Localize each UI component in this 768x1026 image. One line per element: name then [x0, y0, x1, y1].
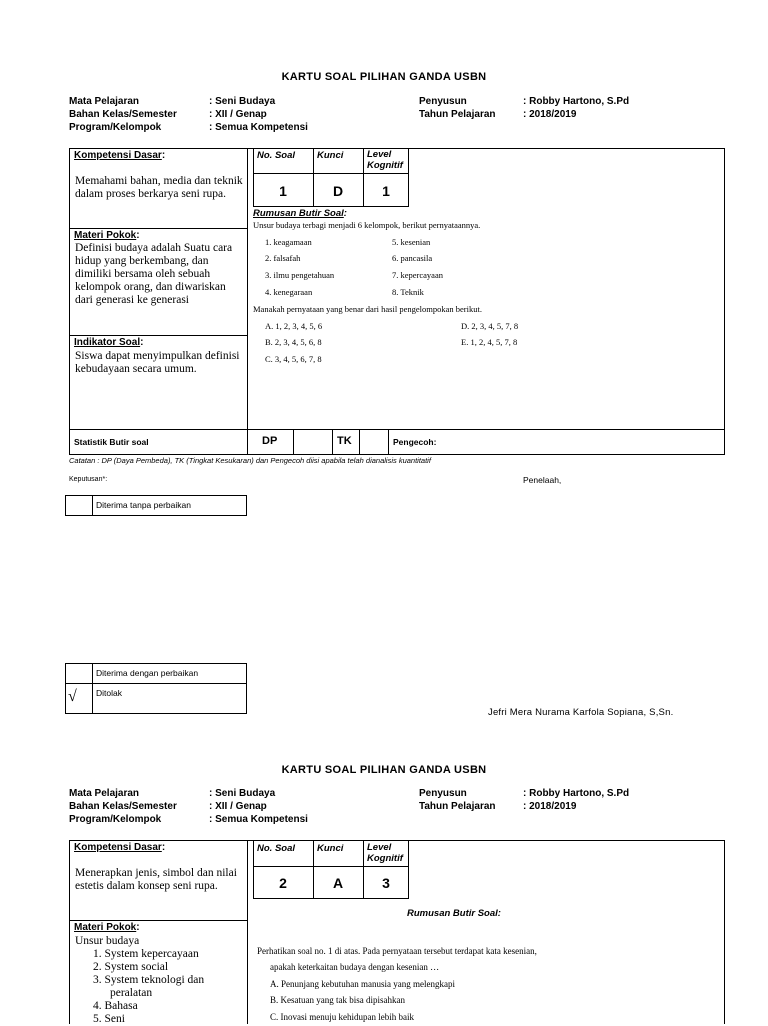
list-item: 5. kesenian: [392, 237, 431, 247]
program-label: Program/Kelompok: [69, 814, 162, 825]
kelas-label: Bahan Kelas/Semester: [69, 109, 177, 120]
row-divider: [69, 335, 248, 336]
penyusun-label: Penyusun: [419, 96, 467, 107]
list-item: 7. kepercayaan: [392, 270, 443, 280]
no-soal-value: 2: [279, 875, 287, 891]
list-item: 4. kenegaraan: [265, 287, 313, 297]
tahun-value: : 2018/2019: [523, 109, 577, 120]
grid-line: [253, 173, 409, 174]
kunci-label: Kunci: [317, 843, 344, 854]
ditolak-label: Ditolak: [96, 688, 122, 698]
program-label: Program/Kelompok: [69, 122, 162, 133]
tk-label: TK: [337, 435, 352, 447]
option-e: E. 1, 2, 4, 5, 7, 8: [461, 337, 518, 347]
penyusun-value: : Robby Hartono, S.Pd: [523, 788, 630, 799]
kd-text: Memahami bahan, media dan teknik dalam proses berkarya seni rupa.: [75, 175, 243, 200]
level-label: Level Kognitif: [367, 149, 403, 171]
program-value: : Semua Kompetensi: [209, 814, 308, 825]
question-stem: Perhatikan soal no. 1 di atas. Pada pernyataan tersebut terdapat kata kesenian,: [257, 946, 537, 956]
penelaah-label: Penelaah,: [523, 475, 562, 485]
table-left-border: [69, 840, 70, 1024]
list-item: 4. Bahasa: [93, 1000, 138, 1012]
kelas-label: Bahan Kelas/Semester: [69, 801, 177, 812]
question-text: Manakah pernyataan yang benar dari hasil pengelompokan berikut.: [253, 304, 482, 314]
list-item: peralatan: [110, 987, 153, 999]
list-item: 6. pancasila: [392, 253, 433, 263]
kd-text: Menerapkan jenis, simbol dan nilai estetis dalam konsep seni rupa.: [75, 867, 237, 892]
card-title: KARTU SOAL PILIHAN GANDA USBN: [281, 71, 487, 83]
list-item: 3. ilmu pengetahuan: [265, 270, 335, 280]
tahun-label: Tahun Pelajaran: [419, 109, 496, 120]
list-item: 5. Seni: [93, 1013, 125, 1025]
row-divider: [69, 429, 725, 430]
penyusun-label: Penyusun: [419, 788, 467, 799]
option-c: C. 3, 4, 5, 6, 7, 8: [265, 354, 322, 364]
question-stem-cont: apakah keterkaitan budaya dengan kesenian …: [270, 962, 440, 972]
signature-name: Jefri Mera Nurama Karfola Sopiana, S,Sn.: [488, 707, 674, 718]
kunci-label: Kunci: [317, 150, 344, 161]
keputusan-label: Keputusan*:: [69, 476, 108, 483]
no-soal-value: 1: [279, 183, 287, 199]
mapel-label: Mata Pelajaran: [69, 96, 140, 107]
column-divider: [247, 840, 248, 1024]
ind-heading: Indikator Soal:: [74, 337, 144, 348]
card-title: KARTU SOAL PILIHAN GANDA USBN: [281, 764, 487, 776]
list-item: 8. Teknik: [392, 287, 424, 297]
list-item: 2. falsafah: [265, 253, 301, 263]
program-value: : Semua Kompetensi: [209, 122, 308, 133]
mp-heading: Materi Pokok:: [74, 230, 140, 241]
kelas-value: : XII / Genap: [209, 801, 267, 812]
mp-heading: Materi Pokok:: [74, 922, 140, 933]
statistik-label: Statistik Butir soal: [74, 437, 149, 447]
grid-line: [92, 663, 93, 714]
grid-line: [253, 866, 409, 867]
table-right-border: [724, 840, 725, 1024]
tahun-label: Tahun Pelajaran: [419, 801, 496, 812]
option-a: A. Penunjang kebutuhan manusia yang melengkapi: [270, 979, 455, 989]
list-item: 3. System teknologi dan: [93, 974, 205, 986]
list-item: 2. System social: [93, 961, 169, 973]
ind-text: Siswa dapat menyimpulkan definisi kebudayaan secara umum.: [75, 350, 240, 375]
dp-label: DP: [262, 435, 278, 447]
column-divider: [247, 148, 248, 455]
row-divider: [69, 228, 248, 229]
diterima-dengan-label: Diterima dengan perbaikan: [96, 668, 199, 678]
diterima-tanpa-label: Diterima tanpa perbaikan: [96, 500, 191, 510]
row-divider: [69, 920, 248, 921]
no-soal-label: No. Soal: [257, 150, 296, 161]
level-label: Level Kognitif: [367, 842, 403, 864]
mapel-label: Mata Pelajaran: [69, 788, 140, 799]
mp-intro: Unsur budaya: [75, 935, 140, 947]
level-value: 1: [382, 183, 390, 199]
tahun-value: : 2018/2019: [523, 801, 577, 812]
option-b: B. 2, 3, 4, 5, 6, 8: [265, 337, 322, 347]
kunci-value: D: [332, 183, 344, 199]
kd-heading: Kompetensi Dasar:: [74, 150, 166, 161]
grid-line: [332, 429, 333, 455]
option-b: B. Kesatuan yang tak bisa dipisahkan: [270, 995, 405, 1005]
kd-heading: Kompetensi Dasar:: [74, 842, 166, 853]
option-d: D. 2, 3, 4, 5, 7, 8: [461, 321, 519, 331]
grid-line: [359, 429, 360, 455]
list-item: 1. System kepercayaan: [93, 948, 199, 960]
mapel-value: : Seni Budaya: [209, 96, 276, 107]
grid-line: [293, 429, 294, 455]
level-value: 3: [382, 875, 390, 891]
grid-line: [92, 495, 93, 516]
rumusan-heading: Rumusan Butir Soal:: [253, 208, 347, 219]
pengecoh-label: Pengecoh:: [393, 437, 437, 447]
penyusun-value: : Robby Hartono, S.Pd: [523, 96, 630, 107]
rumusan-heading: Rumusan Butir Soal:: [407, 908, 501, 919]
mp-text: Definisi budaya adalah Suatu cara hidup yang berkembang, dan dimiliki bersama oleh sebuah kelompok orang, dan diwariskan dari generasi ke generasi: [75, 242, 233, 306]
option-a: A. 1, 2, 3, 4, 5, 6: [265, 321, 323, 331]
question-stem: Unsur budaya terbagi menjadi 6 kelompok, berikut pernyataannya.: [253, 220, 481, 230]
no-soal-label: No. Soal: [257, 843, 296, 854]
list-item: 1. keagamaan: [265, 237, 312, 247]
grid-line: [388, 429, 389, 455]
option-c: C. Inovasi menuju kehidupan lebih baik: [270, 1012, 414, 1022]
kelas-value: : XII / Genap: [209, 109, 267, 120]
mapel-value: : Seni Budaya: [209, 788, 276, 799]
catatan-note: Catatan : DP (Daya Pembeda), TK (Tingkat Kesukaran) dan Pengecoh diisi apabila telah dianalisis kuantitatif: [69, 456, 431, 465]
kunci-value: A: [332, 875, 344, 891]
check-mark-icon: √: [68, 688, 77, 705]
